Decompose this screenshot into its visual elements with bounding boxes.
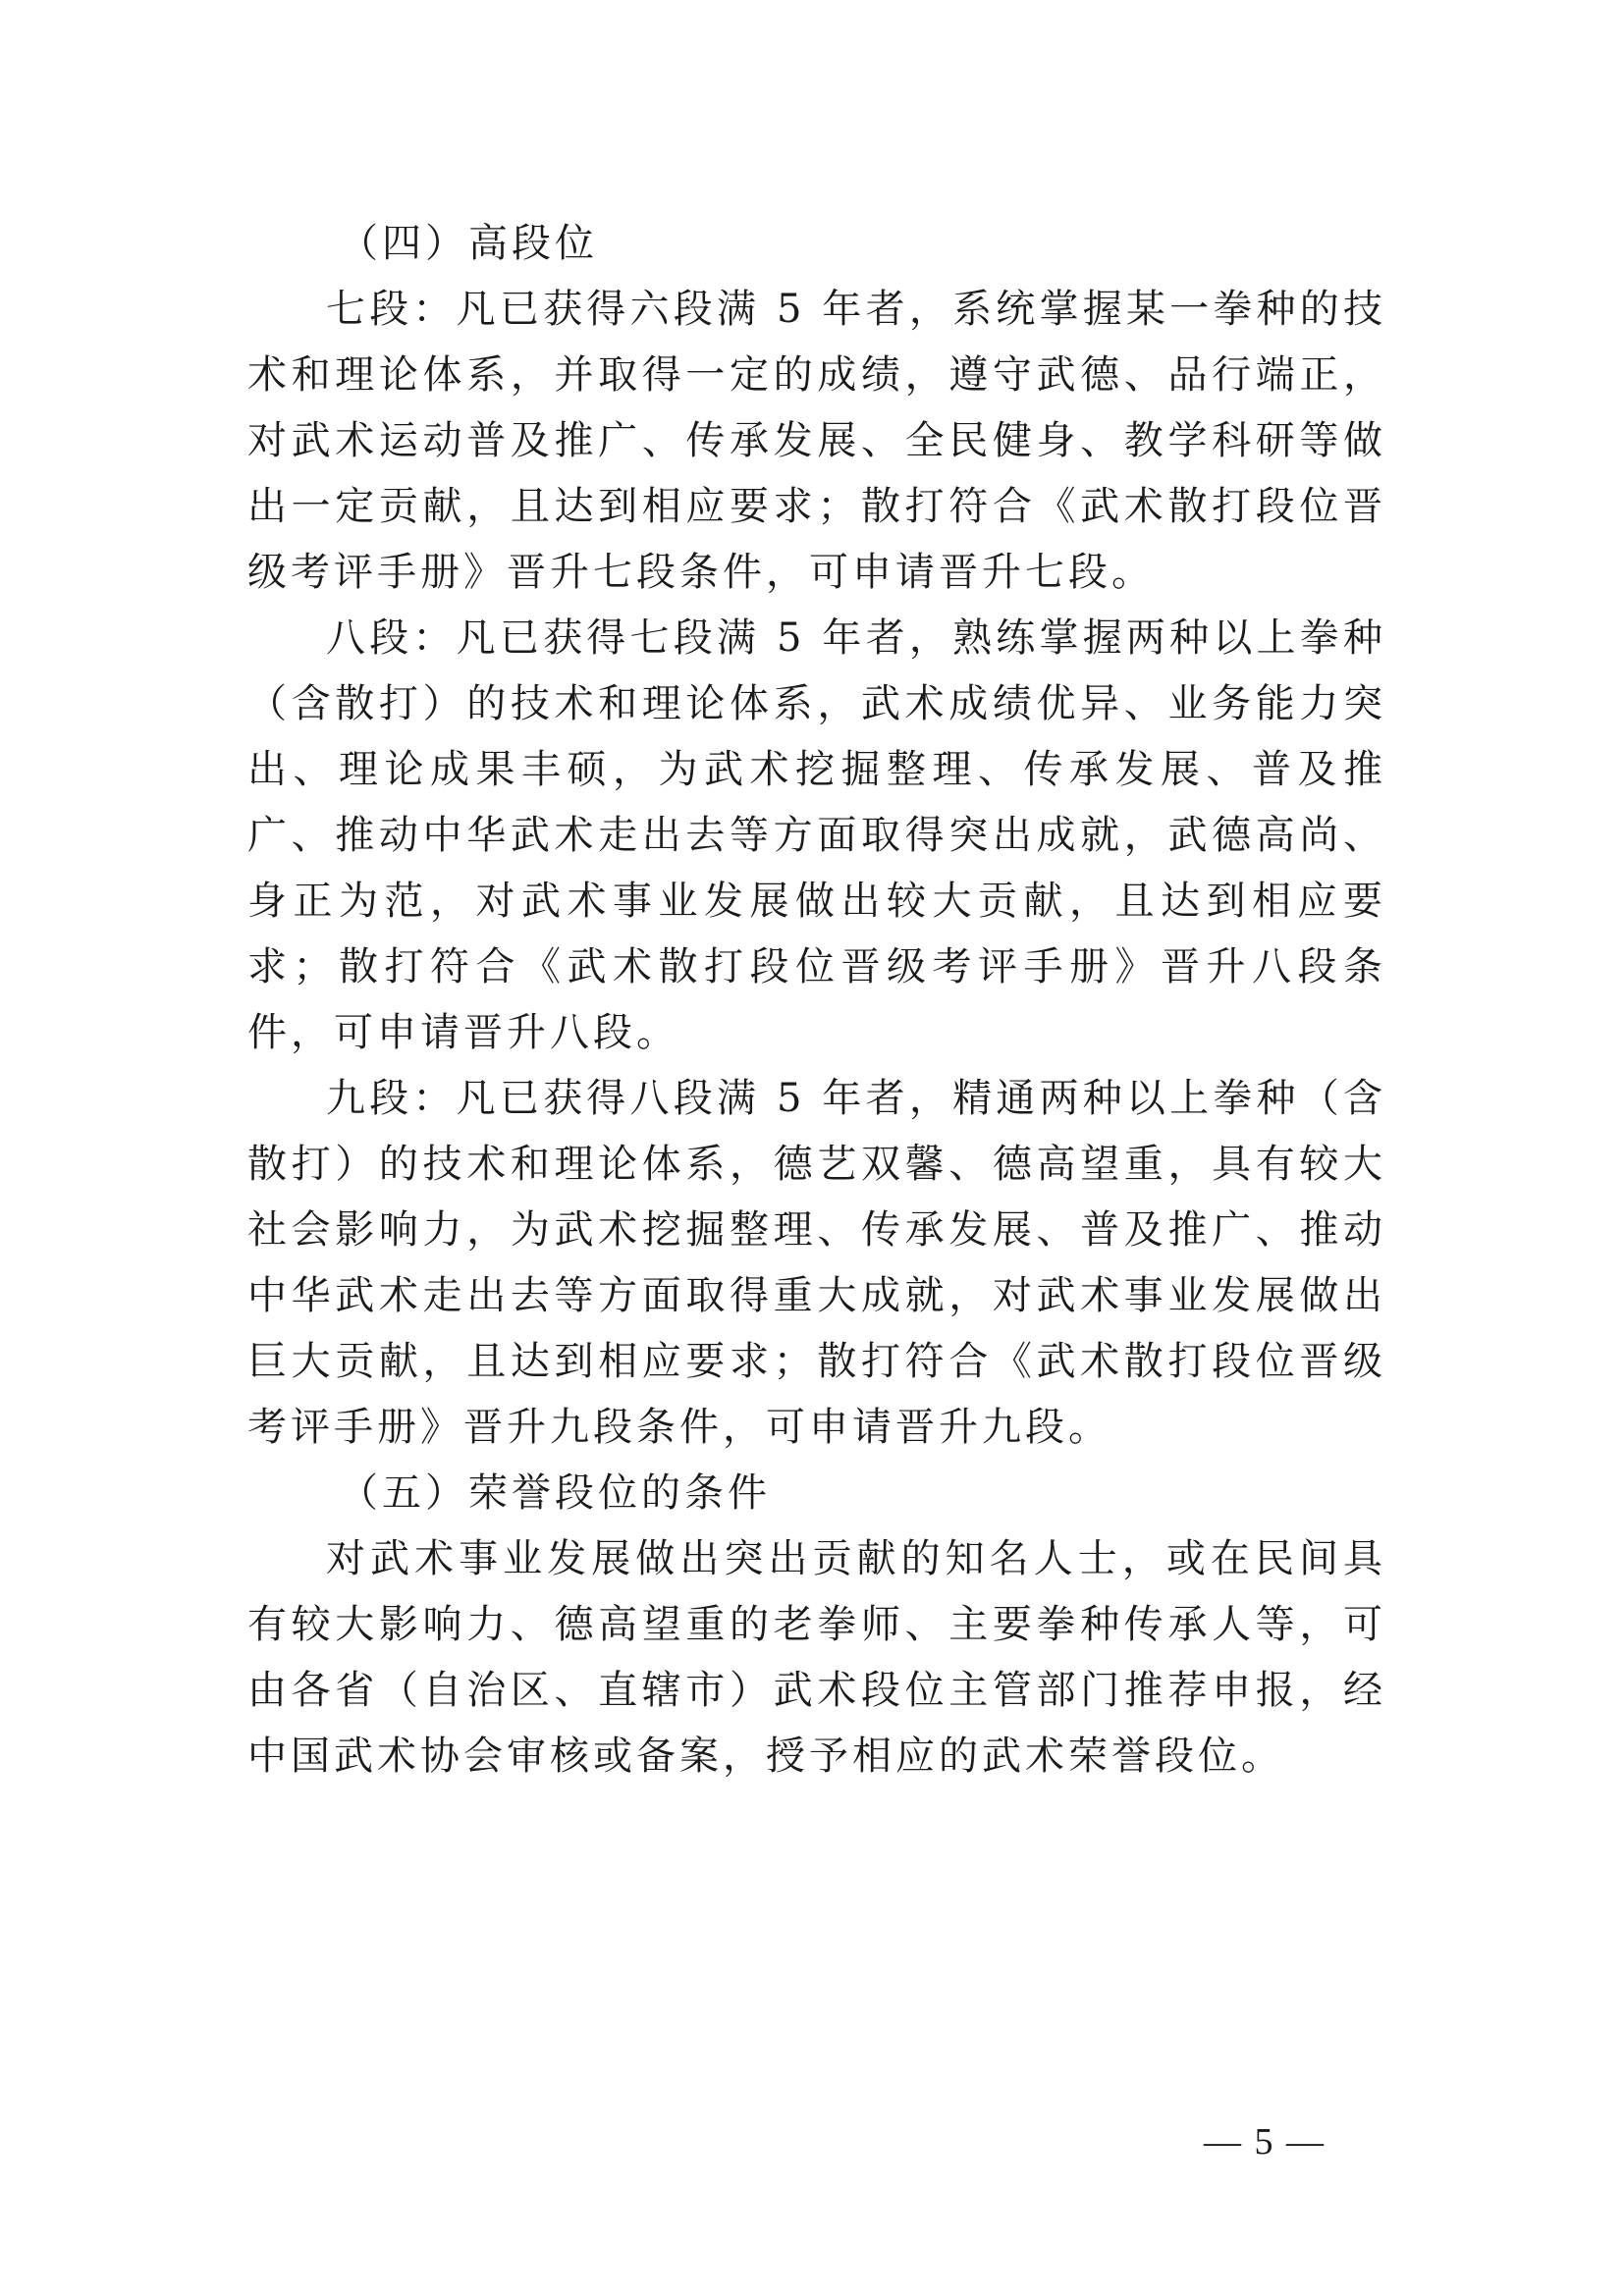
paragraph-eighth-dan: 八段：凡已获得七段满 5 年者，熟练掌握两种以上拳种（含散打）的技术和理论体系，武术成绩优异、业务能力突出、理论成果丰硕，为武术挖掘整理、传承发展、普及推广、推动中华武术走出去等方面取得突出成就，武德高尚、身正为范，对武术事业发展做出较大贡献，且达到相应要求；散打符合《武术散打段位晋级考评手册》晋升八段条件，可申请晋升八段。 bbox=[247, 615, 1386, 1055]
page-number: — 5 — bbox=[1204, 2121, 1326, 2163]
section-heading-high-dan: （四）高段位 bbox=[339, 221, 598, 266]
paragraph-seventh-dan: 七段：凡已获得六段满 5 年者，系统掌握某一拳种的技术和理论体系，并取得一定的成绩，遵守武德、品行端正，对武术运动普及推广、传承发展、全民健身、教学科研等做出一定贡献，且达到相应要求；散打符合《武术散打段位晋级考评手册》晋升七段条件，可申请晋升七段。 bbox=[247, 287, 1386, 595]
paragraph-honorary-dan: 对武术事业发展做出突出贡献的知名人士，或在民间具有较大影响力、德高望重的老拳师、主要拳种传承人等，可由各省（自治区、直辖市）武术段位主管部门推荐申报，经中国武术协会审核或备案，授予相应的武术荣誉段位。 bbox=[247, 1536, 1386, 1779]
section-heading-honorary-dan: （五）荣誉段位的条件 bbox=[339, 1470, 771, 1516]
document-body bbox=[247, 211, 1386, 1789]
paragraph-ninth-dan: 九段：凡已获得八段满 5 年者，精通两种以上拳种（含散打）的技术和理论体系，德艺双馨、德高望重，具有较大社会影响力，为武术挖掘整理、传承发展、普及推广、推动中华武术走出去等方面取得重大成就，对武术事业发展做出巨大贡献，且达到相应要求；散打符合《武术散打段位晋级考评手册》晋升九段条件，可申请晋升九段。 bbox=[247, 1076, 1386, 1450]
